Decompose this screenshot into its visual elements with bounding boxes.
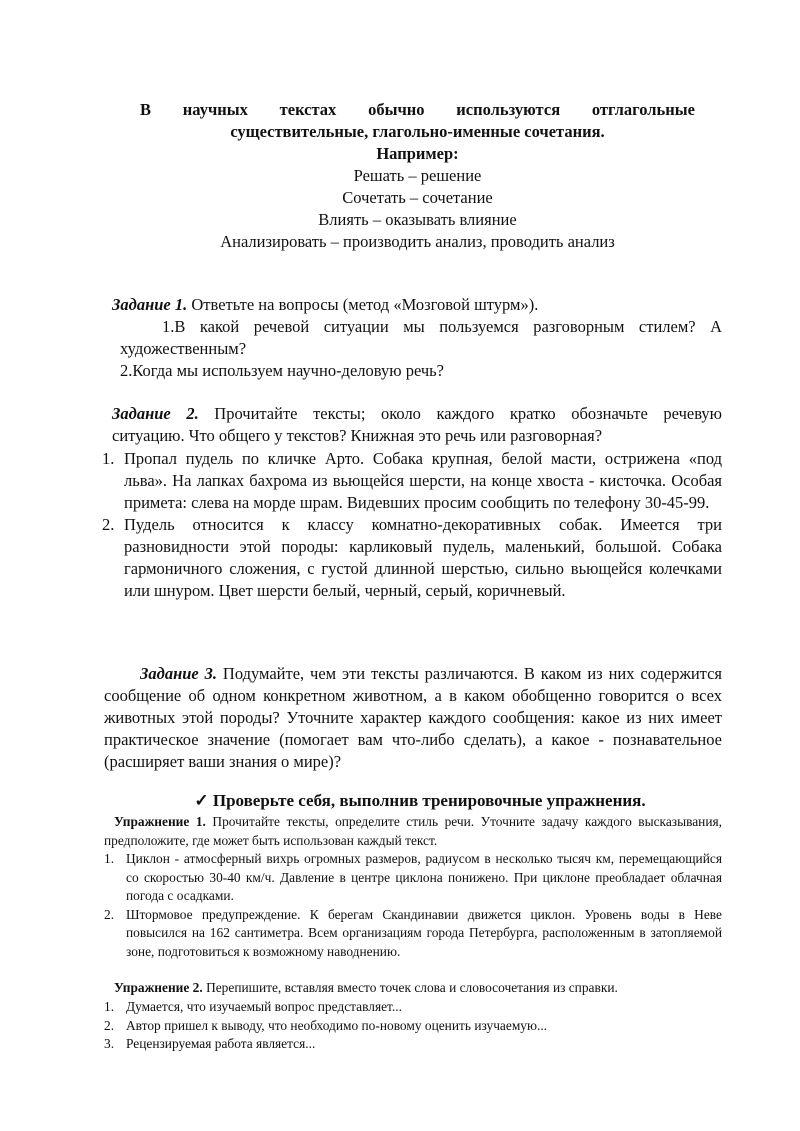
list-item (104, 1035, 722, 1054)
task-1-question-1-cont: художественным? (120, 339, 247, 358)
list-number: 1. (102, 449, 115, 468)
task-2-texts-list (102, 448, 722, 602)
task-2-text-cont: ситуацию. Что общего у текстов? Книжная это речь или разговорная? (112, 426, 603, 445)
intro-heading-line2: существительные, глагольно-именные сочетания. (230, 122, 605, 141)
exercise-2-label: Упражнение 2. (114, 980, 203, 995)
task-1 (112, 294, 722, 382)
exercise-2-list (104, 998, 722, 1054)
list-item (104, 850, 722, 906)
exercise-1-instruction (104, 813, 722, 850)
task-2-text: Прочитайте тексты; около каждого кратко обозначьте речевую (198, 404, 722, 423)
list-number: 2. (102, 515, 115, 534)
exercise-2-text: Перепишите, вставляя вместо точек слова и словосочетания из справки. (202, 980, 618, 995)
list-number: 3. (104, 1036, 115, 1051)
list-item (104, 906, 722, 962)
list-item (104, 998, 722, 1017)
checkmark-icon: ✓ (194, 791, 209, 810)
list-text: Рецензируемая работа является... (126, 1036, 316, 1051)
example-line: Влиять – оказывать влияние (318, 210, 517, 229)
list-number: 1. (104, 851, 115, 866)
task-2-heading (112, 403, 722, 425)
list-item (102, 448, 722, 514)
task-3-text: Подумайте, чем эти тексты различаются. В каком из них содержится сообщение об одном конкретном животном, а в каком обобщенно говорится о всех животных этой породы? Уточните характер каждого сообщения: какое из них имеет практическое значение (помогает вам что-либо сделать), а какое - познавательное (расширяет ваши знания о мире)? (104, 664, 722, 771)
list-text: Думается, что изучаемый вопрос представляет... (126, 999, 402, 1014)
task-1-label: Задание 1. (112, 295, 188, 314)
example-line: Сочетать – сочетание (342, 188, 493, 207)
list-number: 1. (104, 999, 115, 1014)
self-check-heading (120, 790, 720, 812)
task-1-heading (112, 294, 722, 316)
list-item (104, 1017, 722, 1036)
exercise-2 (114, 979, 714, 998)
list-text: Пудель относится к классу комнатно-декоративных собак. Имеется три разновидности этой породы: карликовый пудель, маленький, большой. Собака гармоничного сложения, с густой длинной шерстью, сильно вьющейся колечками или шнуром. Цвет шерсти белый, черный, серый, коричневый. (124, 515, 722, 600)
example-line: Решать – решение (353, 166, 482, 185)
list-text: Штормовое предупреждение. К берегам Скандинавии движется циклон. Уровень воды в Неве повысился на 162 сантиметра. Всем организациям города Петербурга, расположенным в затопляемой зоне, подготовиться к возможному наводнению. (126, 906, 722, 959)
intro-heading-line1: В научных текстах обычно используются отглагольные (140, 100, 695, 119)
task-1-question-2: 2.Когда мы используем научно-деловую речь? (120, 361, 444, 380)
list-item (102, 514, 722, 602)
list-text: Циклон - атмосферный вихрь огромных размеров, радиусом в несколько тысяч км, перемещающийся со скоростью 30-40 км/ч. Давление в центре циклона понижено. При циклоне преобладает облачная погода с осадками. (126, 851, 722, 903)
task-1-text: Ответьте на вопросы (метод «Мозговой штурм»). (187, 295, 539, 314)
list-text: Пропал пудель по кличке Арто. Собака крупная, белой масти, острижена «под льва». На лапках бахрома из вьющейся шерсти, на конце хвоста - кисточка. Особая примета: слева на морде шрам. Видевших просим сообщить по телефону 30-45-99. (124, 449, 722, 512)
task-3-label: Задание 3. (140, 664, 218, 683)
exercise-1-list (104, 850, 722, 961)
task-3-paragraph (104, 663, 722, 773)
exercise-1-label: Упражнение 1. (114, 814, 206, 829)
list-number: 2. (104, 906, 115, 922)
task-1-question-1: 1.В какой речевой ситуации мы пользуемся разговорным стилем? А (162, 317, 722, 336)
example-label: Например: (376, 144, 459, 163)
task-2 (112, 403, 722, 447)
exercise-2-instruction (114, 979, 714, 998)
list-text: Автор пришел к выводу, что необходимо по-новому оценить изучаемую... (126, 1017, 548, 1033)
list-number: 2. (104, 1017, 115, 1033)
self-check-text: Проверьте себя, выполнив тренировочные упражнения. (208, 791, 646, 810)
exercise-1 (104, 813, 722, 850)
task-3 (104, 663, 722, 773)
task-2-label: Задание 2. (112, 404, 199, 423)
example-line: Анализировать – производить анализ, проводить анализ (220, 232, 615, 251)
exercise-1-text: Прочитайте тексты, определите стиль речи. Уточните задачу каждого высказывания, предположите, где может быть использован каждый текст. (104, 814, 722, 848)
intro-block (140, 99, 695, 253)
